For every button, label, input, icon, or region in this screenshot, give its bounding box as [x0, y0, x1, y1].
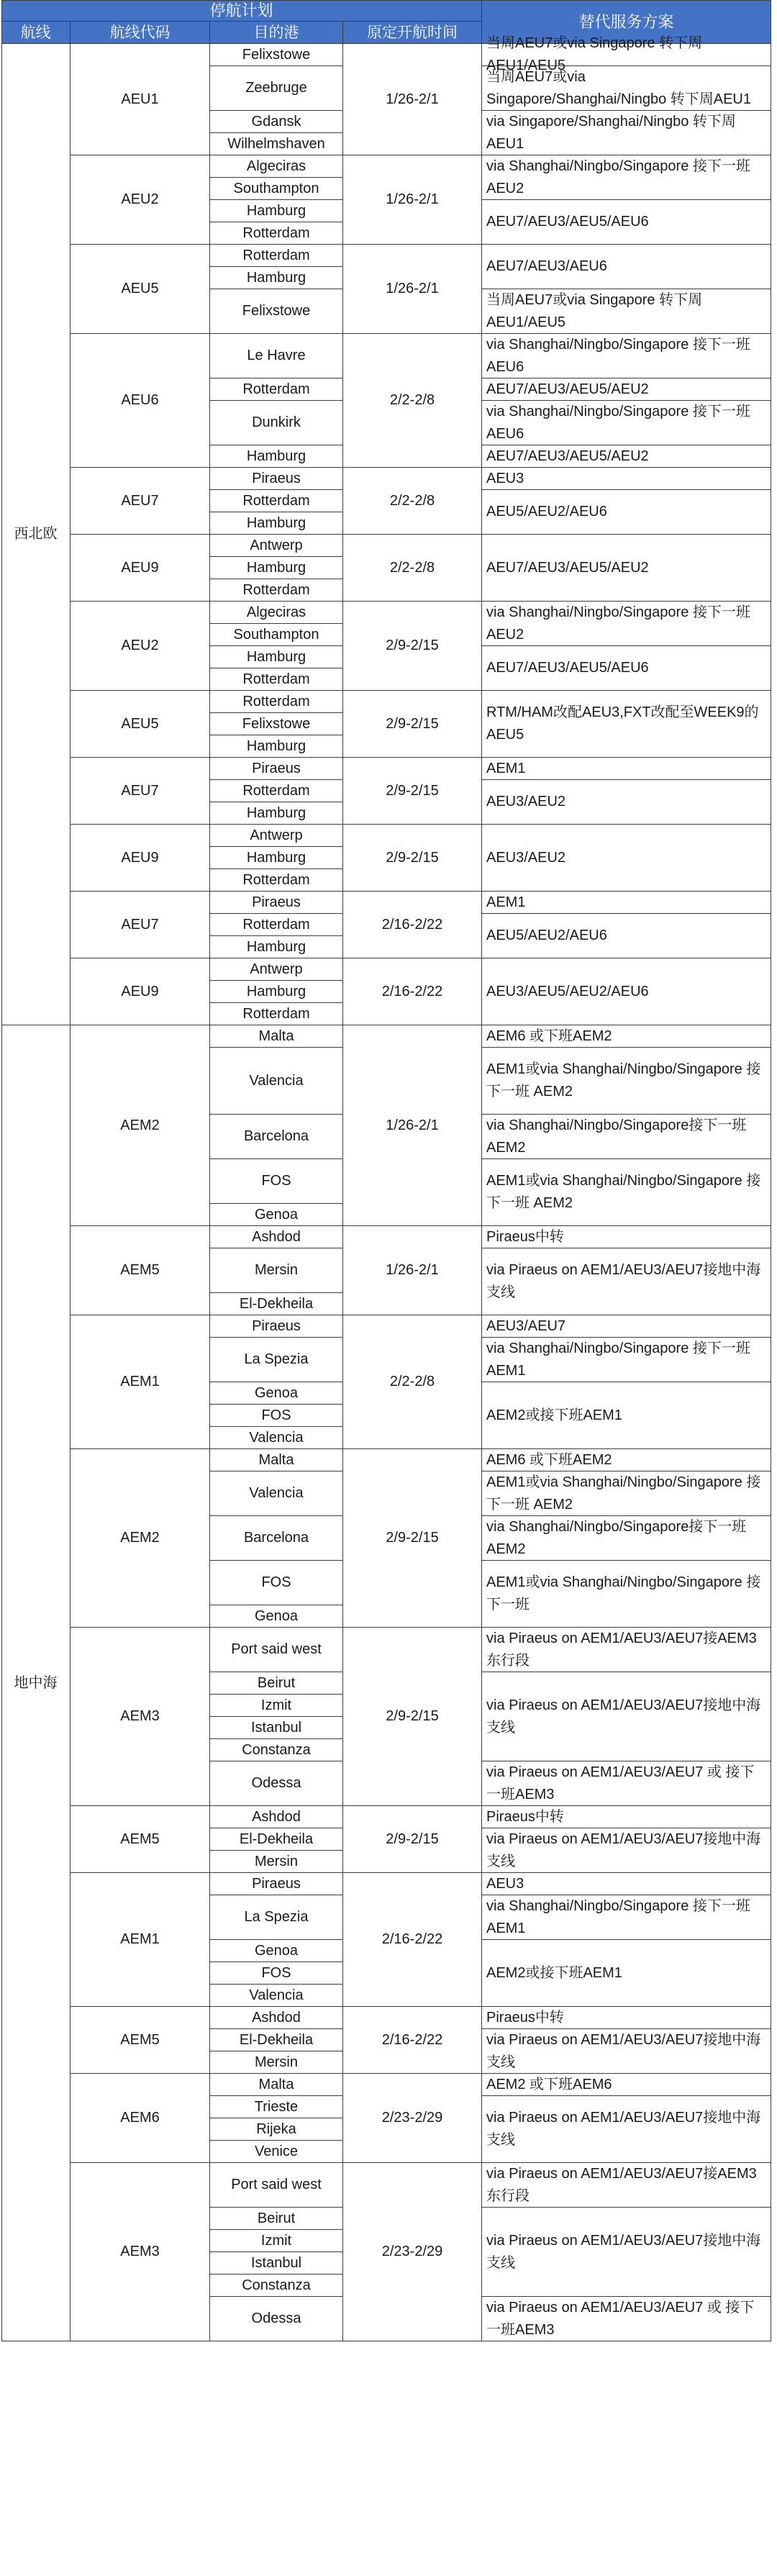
- port-cell: Barcelona: [210, 1115, 343, 1159]
- port-cell: Hamburg: [210, 802, 343, 825]
- port-cell: Piraeus: [210, 892, 343, 914]
- sail-date-cell: 2/16-2/22: [343, 958, 482, 1025]
- port-cell: Hamburg: [210, 512, 343, 535]
- port-cell: Ashdod: [210, 2007, 343, 2029]
- sail-date-cell: 2/9-2/15: [343, 825, 482, 892]
- sail-date-cell: 2/9-2/15: [343, 758, 482, 825]
- alt-service-cell: AEU1/AEU5: [482, 44, 771, 66]
- route-code-cell: AEU2: [71, 155, 210, 245]
- port-cell: Genoa: [210, 1940, 343, 1962]
- alt-service-cell: AEM2或接下班AEM1: [482, 1382, 771, 1449]
- alt-service-cell: RTM/HAM改配AEU3,FXT改配至WEEK9的AEU5: [482, 691, 771, 758]
- route-code-cell: AEM5: [71, 2007, 210, 2074]
- port-cell: Hamburg: [210, 981, 343, 1003]
- alt-service-cell: AEM1或via Shanghai/Ningbo/Singapore 接下一班 AEM2: [482, 1048, 771, 1115]
- port-cell: Hamburg: [210, 735, 343, 758]
- port-cell: Beirut: [210, 1672, 343, 1695]
- sail-date-cell: 1/26-2/1: [343, 1025, 482, 1226]
- route-code-cell: AEM6: [71, 2074, 210, 2163]
- alt-service-cell: via Shanghai/Ningbo/Singapore 接下一班 AEM1: [482, 1338, 771, 1382]
- region-cell-nw-europe: 西北欧: [1, 44, 71, 1025]
- route-code-cell: AEU7: [71, 468, 210, 535]
- port-cell: Ashdod: [210, 1806, 343, 1828]
- route-code-cell: AEU5: [71, 245, 210, 334]
- alt-service-cell: AEU7/AEU3/AEU5/AEU2: [482, 378, 771, 401]
- port-cell: Mersin: [210, 2051, 343, 2074]
- port-cell: FOS: [210, 1561, 343, 1605]
- sail-date-cell: 2/16-2/22: [343, 1873, 482, 2007]
- route-code-cell: AEU9: [71, 535, 210, 602]
- port-cell: Hamburg: [210, 200, 343, 222]
- alt-service-cell: via Shanghai/Ningbo/Singapore 接下一班 AEU6: [482, 334, 771, 378]
- port-cell: Constanza: [210, 2275, 343, 2297]
- sail-date-cell: 1/26-2/1: [343, 44, 482, 155]
- sail-date-cell: 2/23-2/29: [343, 2163, 482, 2341]
- alt-service-cell: AEU7/AEU3/AEU5/AEU2: [482, 445, 771, 468]
- port-cell: FOS: [210, 1962, 343, 1985]
- port-cell: Algeciras: [210, 155, 343, 178]
- port-cell: Antwerp: [210, 958, 343, 981]
- port-cell: Mersin: [210, 1248, 343, 1293]
- alt-service-cell: via Piraeus on AEM1/AEU3/AEU7接地中海支线: [482, 2096, 771, 2163]
- header-col-code: 航线代码: [71, 22, 210, 44]
- port-cell: Antwerp: [210, 825, 343, 847]
- route-code-cell: AEU9: [71, 825, 210, 892]
- alt-service-cell: AEU7/AEU3/AEU5/AEU2: [482, 535, 771, 602]
- header-group-title: 停航计划: [1, 0, 482, 22]
- port-cell: Constanza: [210, 1739, 343, 1761]
- port-cell: Le Havre: [210, 334, 343, 378]
- port-cell: Istanbul: [210, 1717, 343, 1739]
- sail-date-cell: 2/2-2/8: [343, 535, 482, 602]
- port-cell: Piraeus: [210, 468, 343, 490]
- sail-date-cell: 2/16-2/22: [343, 2007, 482, 2074]
- port-cell: Hamburg: [210, 267, 343, 289]
- alt-service-cell: via Singapore/Shanghai/Ningbo 转下周AEU1: [482, 111, 771, 155]
- alt-service-cell: Piraeus中转: [482, 2007, 771, 2029]
- sail-date-cell: 2/2-2/8: [343, 334, 482, 468]
- port-cell: Rotterdam: [210, 869, 343, 892]
- alt-service-cell: via Shanghai/Ningbo/Singapore 接下一班 AEU2: [482, 602, 771, 646]
- port-cell: Wilhelmshaven: [210, 133, 343, 155]
- port-cell: Rotterdam: [210, 222, 343, 245]
- alt-service-cell: AEU7/AEU3/AEU6: [482, 245, 771, 289]
- alt-service-cell: AEM6 或下班AEM2: [482, 1025, 771, 1048]
- port-cell: Trieste: [210, 2096, 343, 2118]
- alt-service-cell: via Piraeus on AEM1/AEU3/AEU7接地中海支线: [482, 1828, 771, 1873]
- port-cell: Ashdod: [210, 1226, 343, 1248]
- port-cell: Izmit: [210, 1695, 343, 1717]
- port-cell: Barcelona: [210, 1516, 343, 1561]
- port-cell: Dunkirk: [210, 401, 343, 445]
- port-cell: Zeebruge: [210, 66, 343, 111]
- port-cell: Felixstowe: [210, 713, 343, 735]
- alt-service-cell: via Piraeus on AEM1/AEU3/AEU7 或 接下一班AEM3: [482, 2297, 771, 2341]
- alt-service-cell: AEM6 或下班AEM2: [482, 1449, 771, 1471]
- port-cell: Antwerp: [210, 535, 343, 557]
- route-code-cell: AEU1: [71, 44, 210, 155]
- header-alt-title: 替代服务方案: [482, 0, 771, 44]
- alt-service-cell: AEU3/AEU2: [482, 825, 771, 892]
- route-code-cell: AEU5: [71, 691, 210, 758]
- port-cell: El-Dekheila: [210, 2029, 343, 2051]
- port-cell: Malta: [210, 2074, 343, 2096]
- port-cell: Gdansk: [210, 111, 343, 133]
- sail-date-cell: 1/26-2/1: [343, 245, 482, 334]
- alt-service-cell: AEU7/AEU3/AEU5/AEU6: [482, 646, 771, 691]
- port-cell: Southampton: [210, 624, 343, 646]
- port-cell: FOS: [210, 1405, 343, 1427]
- sail-date-cell: 1/26-2/1: [343, 155, 482, 245]
- port-cell: Algeciras: [210, 602, 343, 624]
- route-code-cell: AEU7: [71, 892, 210, 958]
- port-cell: Genoa: [210, 1204, 343, 1226]
- alt-service-cell: via Shanghai/Ningbo/Singapore接下一班 AEM2: [482, 1516, 771, 1561]
- port-cell: Genoa: [210, 1382, 343, 1405]
- sail-date-cell: 2/9-2/15: [343, 1806, 482, 1873]
- port-cell: Odessa: [210, 2297, 343, 2341]
- route-code-cell: AEU2: [71, 602, 210, 691]
- port-cell: Rotterdam: [210, 378, 343, 401]
- alt-service-cell: via Piraeus on AEM1/AEU3/AEU7接地中海支线: [482, 1248, 771, 1315]
- port-cell: Beirut: [210, 2208, 343, 2230]
- port-cell: La Spezia: [210, 1895, 343, 1940]
- alt-service-cell: AEM1: [482, 758, 771, 780]
- alt-service-cell: AEM1或via Shanghai/Ningbo/Singapore 接下一班 AEM2: [482, 1471, 771, 1516]
- sail-date-cell: 2/23-2/29: [343, 2074, 482, 2163]
- port-cell: Izmit: [210, 2230, 343, 2252]
- port-cell: Rotterdam: [210, 490, 343, 512]
- header-col-region: 航线: [1, 22, 71, 44]
- route-code-cell: AEM3: [71, 2163, 210, 2341]
- region-cell-mediterranean: 地中海: [1, 1025, 71, 2341]
- route-code-cell: AEM3: [71, 1628, 210, 1806]
- port-cell: Rotterdam: [210, 780, 343, 802]
- port-cell: Istanbul: [210, 2252, 343, 2275]
- route-code-cell: AEM5: [71, 1806, 210, 1873]
- sail-date-cell: 2/2-2/8: [343, 1315, 482, 1449]
- header-col-port: 目的港: [210, 22, 343, 44]
- sail-date-cell: 2/9-2/15: [343, 1628, 482, 1806]
- alt-service-cell: AEM1或via Shanghai/Ningbo/Singapore 接下一班: [482, 1561, 771, 1628]
- alt-service-cell: AEU3/AEU2: [482, 780, 771, 825]
- alt-service-cell: AEM2 或下班AEM6: [482, 2074, 771, 2096]
- alt-service-cell: AEU3: [482, 468, 771, 490]
- alt-service-cell: AEM1或via Shanghai/Ningbo/Singapore 接下一班 AEM2: [482, 1159, 771, 1226]
- alt-service-cell: via Piraeus on AEM1/AEU3/AEU7接地中海支线: [482, 2029, 771, 2074]
- port-cell: El-Dekheila: [210, 1828, 343, 1851]
- alt-service-cell: via Piraeus on AEM1/AEU3/AEU7接AEM3东行段: [482, 1628, 771, 1672]
- alt-service-cell: AEM1: [482, 892, 771, 914]
- port-cell: Venice: [210, 2141, 343, 2163]
- port-cell: Mersin: [210, 1851, 343, 1873]
- port-cell: Hamburg: [210, 557, 343, 579]
- alt-service-cell: AEU3: [482, 1873, 771, 1895]
- sail-date-cell: 2/9-2/15: [343, 602, 482, 691]
- port-cell: Valencia: [210, 1427, 343, 1449]
- route-code-cell: AEM1: [71, 1873, 210, 2007]
- sail-date-cell: 2/9-2/15: [343, 691, 482, 758]
- sail-date-cell: 2/16-2/22: [343, 892, 482, 958]
- port-cell: Southampton: [210, 178, 343, 200]
- alt-service-cell: 当周AEU7或via Singapore 转下周AEU1/AEU5: [482, 289, 771, 334]
- alt-service-cell: Piraeus中转: [482, 1806, 771, 1828]
- port-cell: Piraeus: [210, 1315, 343, 1338]
- route-code-cell: AEM2: [71, 1025, 210, 1226]
- route-code-cell: AEU7: [71, 758, 210, 825]
- port-cell: Hamburg: [210, 936, 343, 958]
- port-cell: Piraeus: [210, 1873, 343, 1895]
- alt-service-cell: 当周AEU7或via Singapore/Shanghai/Ningbo 转下周AEU1: [482, 66, 771, 111]
- port-cell: Malta: [210, 1449, 343, 1471]
- route-code-cell: AEU9: [71, 958, 210, 1025]
- port-cell: Hamburg: [210, 847, 343, 869]
- alt-service-cell: via Shanghai/Ningbo/Singapore 接下一班 AEM1: [482, 1895, 771, 1940]
- port-cell: Valencia: [210, 1048, 343, 1115]
- port-cell: Malta: [210, 1025, 343, 1048]
- alt-service-cell: via Shanghai/Ningbo/Singapore 接下一班 AEU2: [482, 155, 771, 200]
- port-cell: Felixstowe: [210, 289, 343, 334]
- port-cell: Valencia: [210, 1471, 343, 1516]
- alt-service-cell: via Piraeus on AEM1/AEU3/AEU7接AEM3东行段: [482, 2163, 771, 2208]
- port-cell: Hamburg: [210, 646, 343, 668]
- sail-date-cell: 1/26-2/1: [343, 1226, 482, 1315]
- alt-service-cell: via Piraeus on AEM1/AEU3/AEU7 或 接下一班AEM3: [482, 1761, 771, 1806]
- route-code-cell: AEM1: [71, 1315, 210, 1449]
- alt-service-cell: AEU3/AEU7: [482, 1315, 771, 1338]
- alt-service-cell: via Shanghai/Ningbo/Singapore接下一班 AEM2: [482, 1115, 771, 1159]
- port-cell: Piraeus: [210, 758, 343, 780]
- port-cell: Rijeka: [210, 2118, 343, 2141]
- alt-service-cell: AEU5/AEU2/AEU6: [482, 914, 771, 958]
- port-cell: Odessa: [210, 1761, 343, 1806]
- header-col-date: 原定开航时间: [343, 22, 482, 44]
- route-code-cell: AEM2: [71, 1449, 210, 1628]
- port-cell: Hamburg: [210, 445, 343, 468]
- port-cell: Port said west: [210, 1628, 343, 1672]
- alt-service-cell: Piraeus中转: [482, 1226, 771, 1248]
- port-cell: Rotterdam: [210, 1003, 343, 1025]
- route-code-cell: AEM5: [71, 1226, 210, 1315]
- port-cell: Rotterdam: [210, 914, 343, 936]
- port-cell: Genoa: [210, 1605, 343, 1628]
- port-cell: Rotterdam: [210, 579, 343, 602]
- sail-date-cell: 2/9-2/15: [343, 1449, 482, 1628]
- alt-service-cell: via Piraeus on AEM1/AEU3/AEU7接地中海支线: [482, 1672, 771, 1761]
- port-cell: Port said west: [210, 2163, 343, 2208]
- port-cell: La Spezia: [210, 1338, 343, 1382]
- port-cell: Felixstowe: [210, 44, 343, 66]
- alt-service-cell: AEU5/AEU2/AEU6: [482, 490, 771, 535]
- port-cell: El-Dekheila: [210, 1293, 343, 1315]
- alt-service-cell: AEU7/AEU3/AEU5/AEU6: [482, 200, 771, 245]
- alt-service-cell: AEM2或接下班AEM1: [482, 1940, 771, 2007]
- route-code-cell: AEU6: [71, 334, 210, 468]
- port-cell: Rotterdam: [210, 668, 343, 691]
- sail-date-cell: 2/2-2/8: [343, 468, 482, 535]
- alt-service-cell: via Shanghai/Ningbo/Singapore 接下一班 AEU6: [482, 401, 771, 445]
- alt-service-cell: via Piraeus on AEM1/AEU3/AEU7接地中海支线: [482, 2208, 771, 2297]
- port-cell: Rotterdam: [210, 691, 343, 713]
- port-cell: FOS: [210, 1159, 343, 1204]
- port-cell: Valencia: [210, 1985, 343, 2007]
- alt-service-cell: AEU3/AEU5/AEU2/AEU6: [482, 958, 771, 1025]
- port-cell: Rotterdam: [210, 245, 343, 267]
